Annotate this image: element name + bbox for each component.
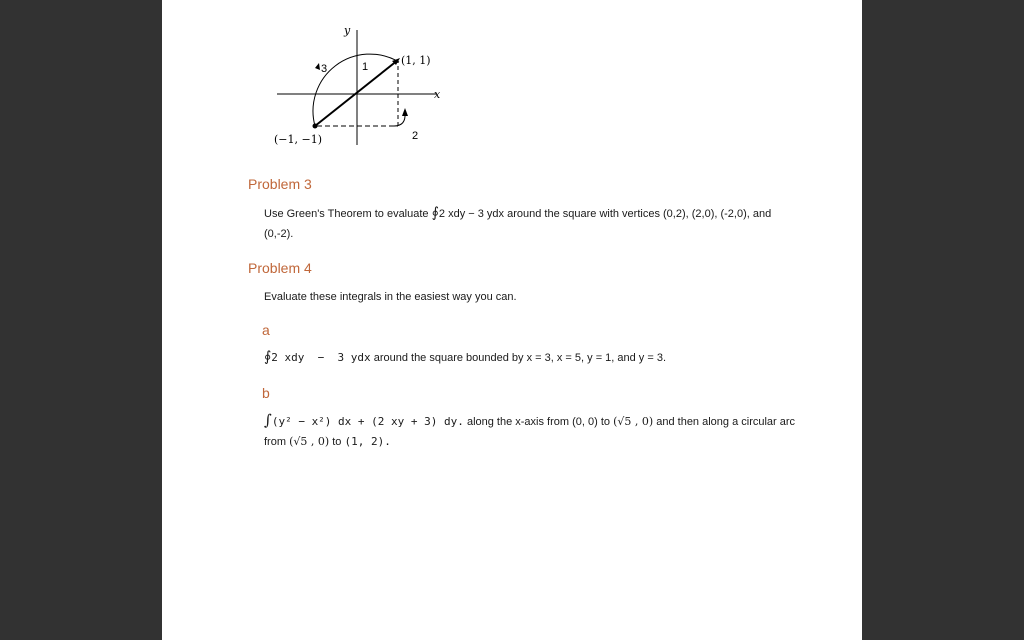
path-2-arrow-icon bbox=[402, 108, 408, 116]
part-b-from: from bbox=[264, 436, 286, 448]
point-neg1-neg1-label: (−1, −1) bbox=[274, 133, 323, 146]
problem-3-text bbox=[264, 202, 771, 225]
part-b-text-line1 bbox=[264, 409, 795, 433]
start-point-dot bbox=[313, 124, 318, 129]
part-a-text bbox=[264, 346, 666, 369]
part-b-text-line2 bbox=[264, 431, 391, 453]
path-2-label: 2 bbox=[412, 130, 419, 142]
problem-3-heading: Problem 3 bbox=[248, 176, 312, 192]
part-a-integrand: 2 xdy − 3 ydx bbox=[271, 351, 371, 364]
problem-3-text-line2: (0,-2). bbox=[264, 228, 294, 240]
part-b-text-mid: along the x-axis from (0, 0) to bbox=[466, 416, 611, 428]
y-axis-label: y bbox=[344, 24, 351, 37]
part-b-label: b bbox=[262, 385, 270, 401]
part-a-description: around the square bounded by x = 3, x = 5, y = 1, and y = 3. bbox=[373, 352, 667, 364]
part-b-end-point: (1, 2). bbox=[344, 435, 391, 448]
point-1-1-label: (1, 1) bbox=[401, 54, 431, 67]
part-a-label: a bbox=[262, 322, 270, 338]
part-b-integrand: (y² − x²) dx + (2 xy + 3) dy. bbox=[271, 415, 464, 428]
part-b-text-end: and then along a circular arc bbox=[656, 416, 796, 428]
contour-integral-icon: ∮ bbox=[264, 349, 272, 365]
problem-3-text-after: around the square with vertices (0,2), (2,0), (-2,0), and bbox=[507, 208, 772, 220]
x-axis-label: x bbox=[434, 88, 441, 101]
path-diagram bbox=[162, 0, 862, 160]
problem-3-text-before: Use Green's Theorem to evaluate bbox=[264, 208, 429, 220]
part-b-start-point: (√5 , 0) bbox=[289, 435, 330, 448]
arc-arrow-icon bbox=[315, 63, 320, 70]
problem-3-integrand: 2 xdy − 3 ydx bbox=[438, 208, 505, 220]
integral-icon: ∫ bbox=[264, 411, 272, 429]
path-3-label: 3 bbox=[321, 63, 328, 75]
path-1-label: 1 bbox=[362, 61, 369, 73]
part-b-to: to bbox=[332, 436, 342, 448]
problem-4-heading: Problem 4 bbox=[248, 260, 312, 276]
problem-4-intro: Evaluate these integrals in the easiest way you can. bbox=[264, 291, 517, 303]
part-b-sqrt-point: (√5 , 0) bbox=[613, 415, 654, 428]
document-page bbox=[162, 0, 862, 640]
contour-integral-icon: ∮ bbox=[431, 205, 439, 221]
